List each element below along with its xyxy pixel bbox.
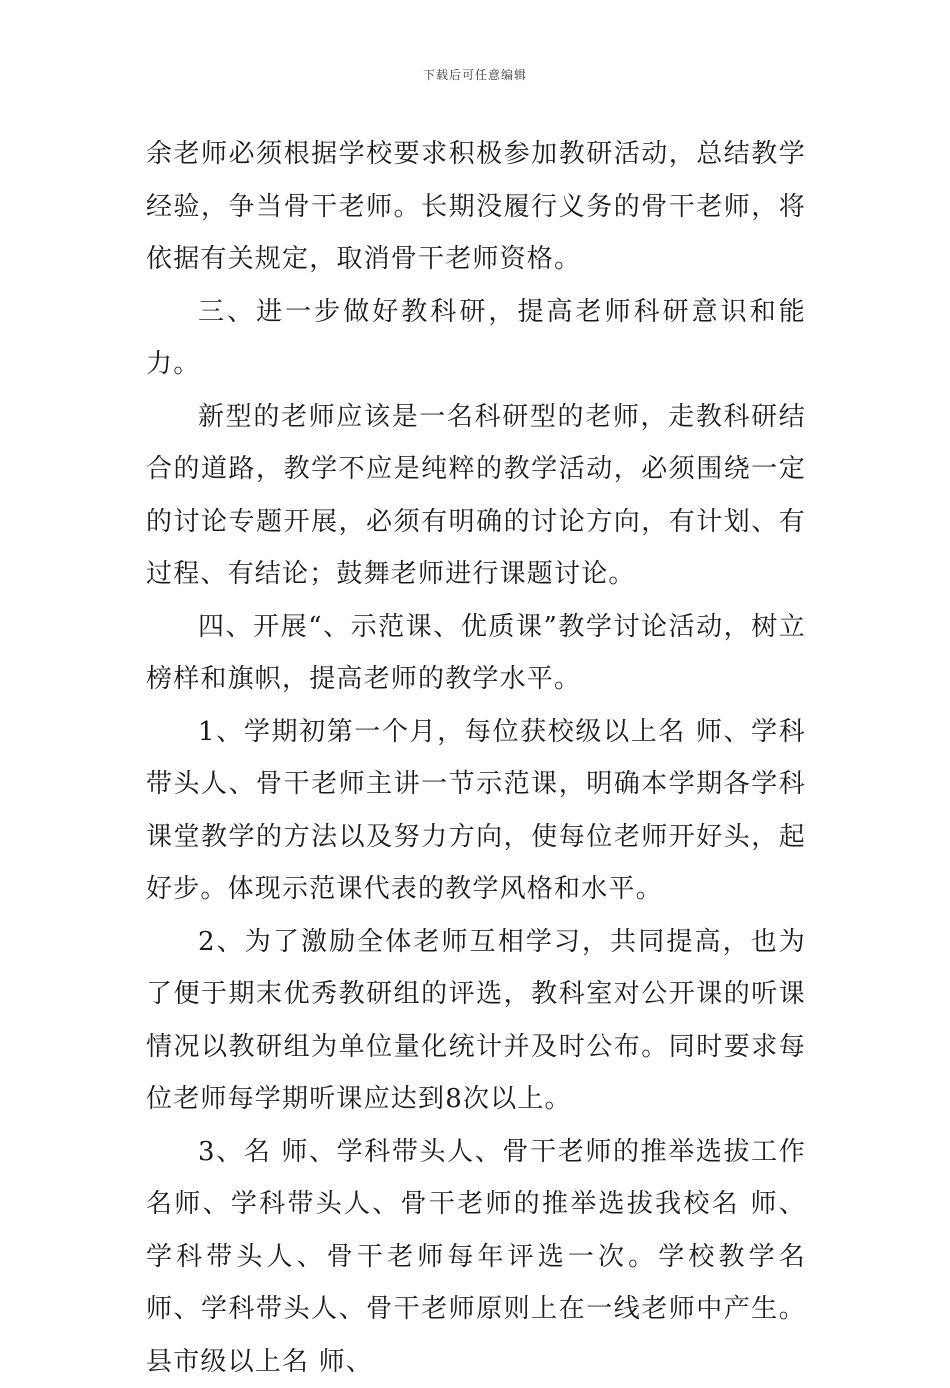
paragraph-5-item-1: 1、学期初第一个月，每位获校级以上名 师、学科带头人、骨干老师主讲一节示范课，明确本学期各学科课堂教学的方法以及努力方向，使每位老师开好头，起好步。体现示范课代表的教学风格和水平。 <box>146 706 806 916</box>
paragraph-7-item-3: 3、名 师、学科带头人、骨干老师的推举选拔工作名师、学科带头人、骨干老师的推举选拔我校名 师、学科带头人、骨干老师每年评选一次。学校教学名 师、学科带头人、骨干老师原则上在一线老师中产生。县市级以上名 师、 <box>146 1126 806 1388</box>
paragraph-2-heading: 三、进一步做好教科研，提高老师科研意识和能力。 <box>146 286 806 391</box>
paragraph-4-heading: 四、开展“、示范课、优质课”教学讨论活动，树立榜样和旗帜，提高老师的教学水平。 <box>146 601 806 706</box>
paragraph-3: 新型的老师应该是一名科研型的老师，走教科研结合的道路，教学不应是纯粹的教学活动，必须围绕一定的讨论专题开展，必须有明确的讨论方向，有计划、有过程、有结论；鼓舞老师进行课题讨论。 <box>146 391 806 601</box>
document-body <box>146 128 806 1388</box>
paragraph-6-item-2: 2、为了激励全体老师互相学习，共同提高，也为了便于期末优秀教研组的评选，教科室对公开课的听课情况以教研组为单位量化统计并及时公布。同时要求每位老师每学期听课应达到8次以上。 <box>146 916 806 1126</box>
page-header: 下载后可任意编辑 <box>0 66 950 83</box>
paragraph-1: 余老师必须根据学校要求积极参加教研活动，总结教学经验，争当骨干老师。长期没履行义务的骨干老师，将依据有关规定，取消骨干老师资格。 <box>146 128 806 286</box>
